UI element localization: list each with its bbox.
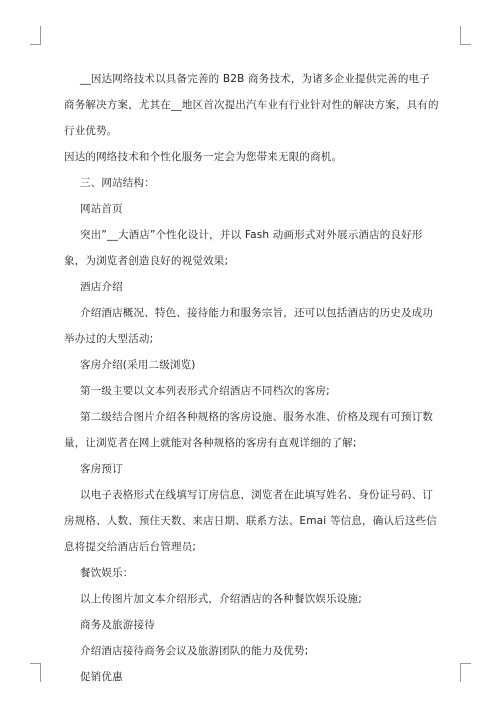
item-heading-homepage: 网站首页 (80, 203, 123, 215)
item-heading-business-travel: 商务及旅游接待 (80, 619, 155, 631)
document-body (64, 66, 440, 690)
item-heading-dining-entertainment: 餐饮娱乐： (80, 567, 134, 579)
paragraph-hotel-intro-description: 介绍酒店概况、特色、接待能力和服务宗旨，还可以包括酒店的历史及成功举办过的大型活动; (64, 307, 434, 345)
paragraph-business-travel-description: 介绍酒店接待商务会议及旅游团队的能力及优势; (80, 645, 309, 657)
paragraph-homepage-description: 突出”__大酒店”个性化设计，并以 Fash 动画形式对外展示酒店的良好形象，为浏览者创造良好的视觉效果; (64, 229, 423, 267)
crop-mark-bottom-right (460, 663, 471, 682)
paragraph-intro: __因达网络技术以具备完善的 B2B 商务技术，为诸多企业提供完善的电子商务解决方案，尤其在__地区首次提出汽车业有行业针对性的解决方案，具有的行业优势。 (64, 73, 439, 137)
paragraph-room-level-two: 第二级结合图片介绍各种规格的客房设施、服务水准、价格及现有可预订数量，让浏览者在网上就能对各种规格的客房有直观详细的了解; (64, 411, 434, 449)
paragraph-business-opportunity: 因达的网络技术和个性化服务一定会为您带来无限的商机。 (64, 151, 343, 163)
item-heading-hotel-intro: 酒店介绍 (80, 281, 123, 293)
item-heading-room-booking: 客房预订 (80, 463, 123, 475)
paragraph-dining-entertainment-description: 以上传图片加文本介绍形式，介绍酒店的各种餐饮娱乐设施; (80, 593, 362, 605)
item-heading-promotions: 促销优惠 (80, 671, 123, 683)
crop-mark-top-right (460, 26, 471, 45)
crop-mark-bottom-left (30, 663, 41, 682)
paragraph-room-level-one: 第一级主要以文本列表形式介绍酒店不同档次的客房; (80, 385, 330, 397)
section-heading-site-structure: 三、网站结构： (80, 177, 155, 189)
item-heading-room-intro: 客房介绍(采用二级浏览) (80, 359, 196, 371)
crop-mark-top-left (30, 26, 41, 45)
paragraph-room-booking-description: 以电子表格形式在线填写订房信息，浏览者在此填写姓名、身份证号码、订房规格、人数、预住天数、来店日期、联系方法、Emai 等信息，确认后这些信息将提交给酒店后台管理员; (64, 489, 437, 553)
